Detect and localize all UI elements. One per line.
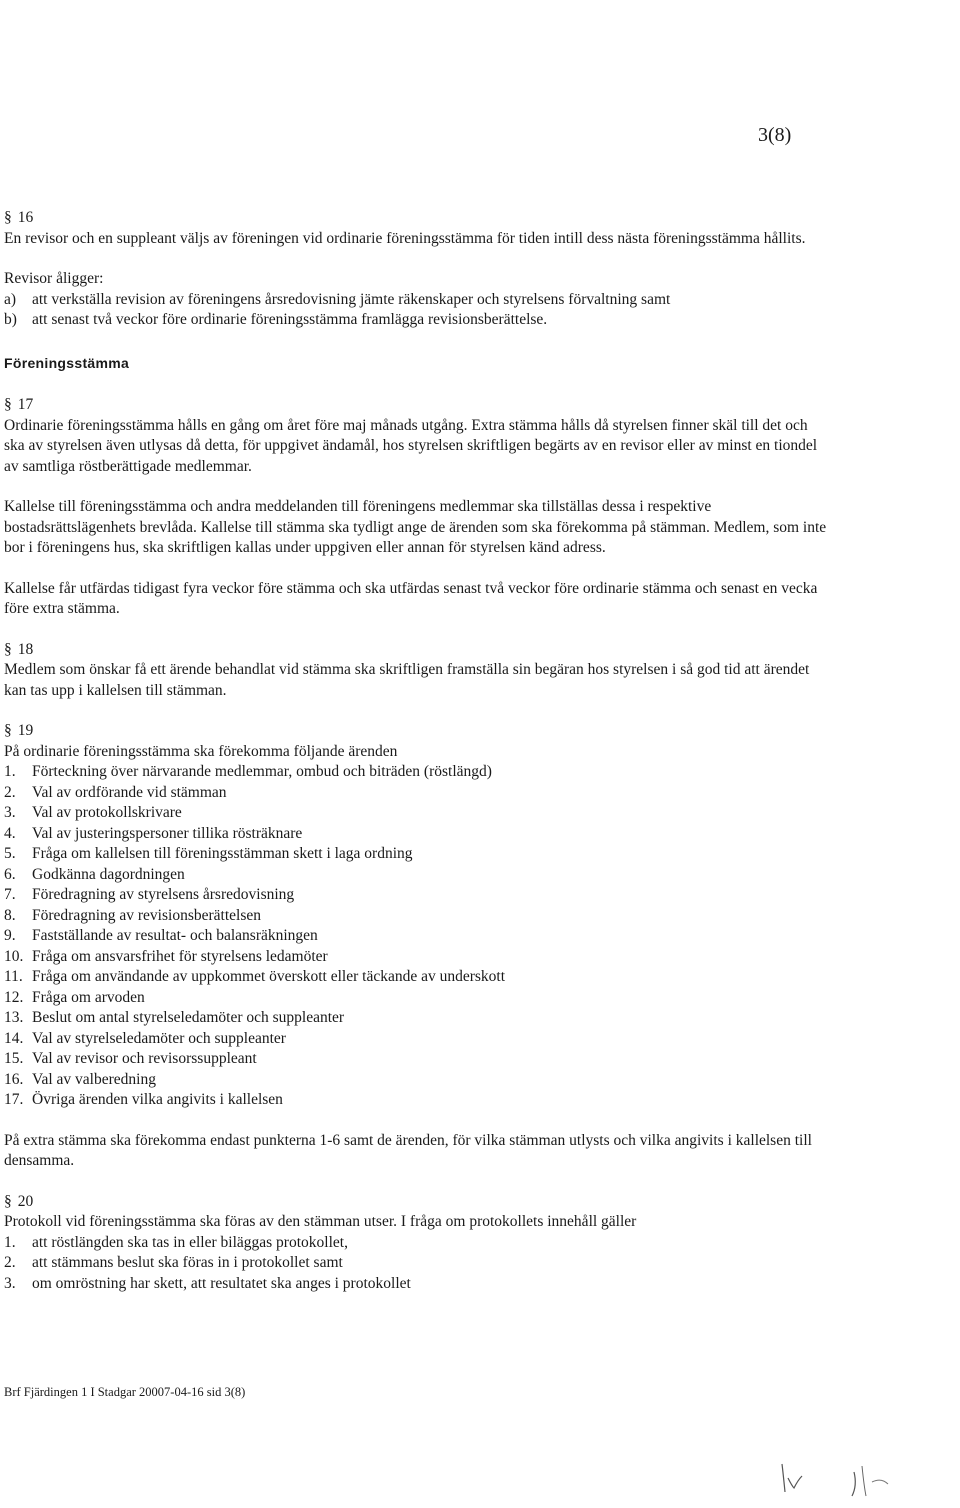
section-heading: Föreningsstämma (4, 354, 130, 371)
list-item: 13. Beslut om antal styrelseledamöter och suppleanter (4, 1009, 345, 1026)
list-item: 2. Val av ordförande vid stämman (4, 783, 227, 801)
document-body (4, 208, 830, 1294)
page-number: 3(8) (758, 124, 792, 146)
list-item: 14. Val av styrelseledamöter och suppleanter (4, 1029, 286, 1047)
list-item: a) att verkställa revision av föreningens årsredovisning jämte räkenskaper och styrelsens förvaltning samt (4, 290, 671, 308)
section-17-paragraph-3: Kallelse får utfärdas tidigast fyra veckor före stämma och ska utfärdas senast två veckor före ordinarie stämma och senast en vecka före extra stämma. (4, 579, 818, 617)
section-sign: § (4, 722, 12, 739)
list-item: 15. Val av revisor och revisorssuppleant (4, 1050, 257, 1067)
list-item: 2. att stämmans beslut ska föras in i protokollet samt (4, 1254, 343, 1271)
revisor-duties-title: Revisor åligger: (4, 270, 104, 287)
list-item: 3. Val av protokollskrivare (4, 804, 182, 821)
list-item: 1. att röstlängden ska tas in eller biläggas protokollet, (4, 1233, 348, 1251)
list-item: 17. Övriga ärenden vilka angivits i kallelsen (4, 1091, 283, 1108)
list-item: 16. Val av valberedning (4, 1070, 156, 1088)
section-19-extra: På extra stämma ska förekomma endast punkterna 1-6 samt de ärenden, för vilka stämman utlysts och vilka angivits i kallelsen till densamma. (4, 1131, 812, 1169)
list-item: b) att senast två veckor före ordinarie föreningsstämma framlägga revisionsberättelse. (4, 311, 548, 328)
list-item: 7. Föredragning av styrelsens årsredovisning (4, 886, 295, 903)
list-item: 12. Fråga om arvoden (4, 988, 145, 1006)
handwritten-initials (768, 1452, 908, 1502)
section-20-title: § 20 (4, 1192, 34, 1210)
section-17-paragraph-1: Ordinarie föreningsstämma hålls en gång om året före maj månads utgång. Extra stämma hålls då styrelsen finner skäl till det och ska av styrelsen även utlysas då detta, för uppgivet ändamål, hos styrelsen skriftligen begärts av en revisor eller av minst en tiondel av samtliga röstberättigade medlemmar. (4, 416, 818, 475)
revisor-duties-list (4, 290, 830, 331)
section-19-title: § 19 (4, 722, 34, 739)
list-item: 3. om omröstning har skett, att resultatet ska anges i protokollet (4, 1274, 411, 1292)
section-sign: § (4, 640, 12, 658)
section-18-body: Medlem som önskar få ett ärende behandlat vid stämma ska skriftligen framställa sin begäran hos styrelsen i så god tid att ärendet kan tas upp i kallelsen till stämman. (4, 661, 810, 699)
section-19-intro: På ordinarie föreningsstämma ska förekomma följande ärenden (4, 742, 398, 760)
section-20-intro: Protokoll vid föreningsstämma ska föras av den stämman utser. I fråga om protokollets innehåll gäller (4, 1213, 637, 1230)
footer: Brf Fjärdingen 1 I Stadgar 20007-04-16 sid 3(8) (4, 1385, 246, 1399)
list-item: 11. Fråga om användande av uppkommet överskott eller täckande av underskott (4, 968, 506, 985)
list-item: 4. Val av justeringspersoner tillika rösträknare (4, 824, 303, 842)
list-item: 9. Fastställande av resultat- och balansräkningen (4, 927, 318, 944)
section-sign: § (4, 209, 12, 226)
list-item: 6. Godkänna dagordningen (4, 865, 185, 883)
section-16-body: En revisor och en suppleant väljs av föreningen vid ordinarie föreningsstämma för tiden intill dess nästa föreningsstämma hållits. (4, 229, 806, 247)
protocol-list (4, 1233, 830, 1295)
section-sign: § (4, 1192, 12, 1210)
section-16-title: § 16 (4, 209, 34, 226)
list-item: 1. Förteckning över närvarande medlemmar, ombud och biträden (röstlängd) (4, 763, 492, 780)
section-17-paragraph-2: Kallelse till föreningsstämma och andra meddelanden till föreningens medlemmar ska tillställas dessa i respektive bostadsrättslägenhets brevlåda. Kallelse till stämma ska tydligt ange de ärenden som ska förekomma på stämman. Medlem, som inte bor i föreningens hus, ska skriftligen kallas under uppgiven eller annan för styrelsen känd adress. (4, 498, 827, 556)
list-item: 5. Fråga om kallelsen till föreningsstämman skett i laga ordning (4, 845, 413, 862)
section-sign: § (4, 396, 12, 413)
list-item: 10. Fråga om ansvarsfrihet för styrelsens ledamöter (4, 947, 328, 965)
section-18-title: § 18 (4, 640, 34, 658)
list-item: 8. Föredragning av revisionsberättelsen (4, 906, 261, 924)
section-17-title: § 17 (4, 396, 34, 413)
agenda-list (4, 762, 830, 1111)
